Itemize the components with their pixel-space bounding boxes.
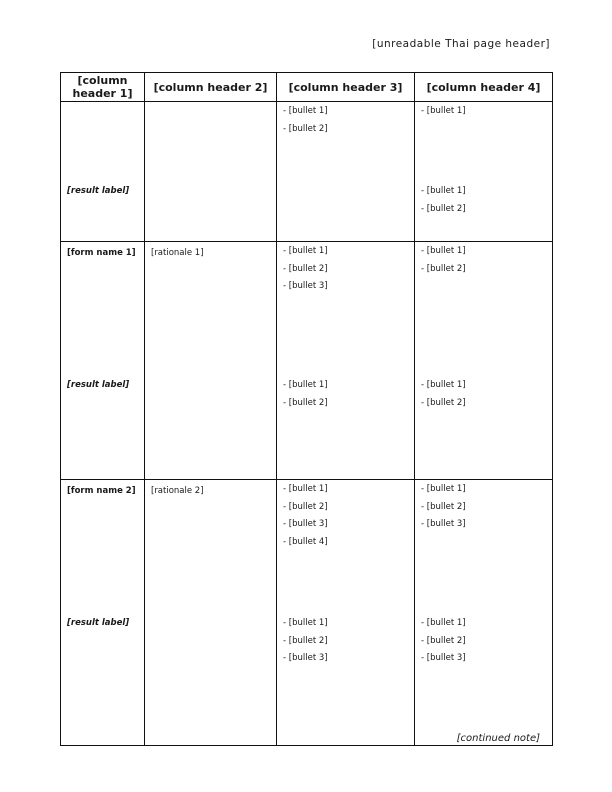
list-item: - [bullet 1] — [421, 378, 547, 394]
list-item: - [bullet 4] — [283, 535, 409, 551]
column-header-should-not-use: [column header 4] — [415, 73, 553, 102]
list-item: - [bullet 3] — [283, 279, 409, 295]
result-label: [result label] — [67, 618, 130, 628]
form-cell — [61, 102, 145, 242]
should-not-use-list — [421, 104, 547, 122]
rationale-text: [rationale 1] — [151, 248, 204, 258]
result-label: [result label] — [67, 186, 130, 196]
should-use-cell — [277, 480, 415, 746]
form-cell — [61, 480, 145, 746]
page-header: [unreadable Thai page header] — [372, 38, 550, 50]
list-item: - [bullet 1] — [283, 482, 409, 498]
should-not-use-cell — [415, 102, 553, 242]
should-use-result-list — [283, 378, 409, 413]
list-item: - [bullet 2] — [283, 634, 409, 650]
list-item: - [bullet 2] — [421, 202, 547, 218]
should-use-cell — [277, 102, 415, 242]
result-label: [result label] — [67, 380, 130, 390]
form-name: [form name 1] — [67, 248, 136, 258]
table-row — [61, 102, 553, 242]
rationale-cell — [145, 480, 277, 746]
column-header-form: [column header 1] — [61, 73, 145, 102]
column-header-should-use: [column header 3] — [277, 73, 415, 102]
table-row — [61, 242, 553, 480]
list-item: - [bullet 3] — [421, 651, 547, 667]
form-cell — [61, 242, 145, 480]
should-not-use-result-list — [421, 184, 547, 219]
list-item: - [bullet 2] — [421, 262, 547, 278]
form-name: [form name 2] — [67, 486, 136, 496]
list-item: - [bullet 1] — [283, 378, 409, 394]
continued-note: [continued note] — [456, 733, 540, 744]
list-item: - [bullet 3] — [283, 651, 409, 667]
rationale-cell — [145, 102, 277, 242]
column-header-rationale: [column header 2] — [145, 73, 277, 102]
list-item: - [bullet 1] — [421, 616, 547, 632]
should-use-result-list — [283, 616, 409, 669]
list-item: - [bullet 1] — [283, 244, 409, 260]
list-item: - [bullet 3] — [283, 517, 409, 533]
list-item: - [bullet 1] — [421, 482, 547, 498]
rationale-text: [rationale 2] — [151, 486, 204, 496]
list-item: - [bullet 2] — [421, 396, 547, 412]
should-not-use-result-list — [421, 616, 547, 669]
list-item: - [bullet 1] — [421, 104, 547, 120]
should-use-list — [283, 482, 409, 552]
list-item: - [bullet 2] — [421, 634, 547, 650]
list-item: - [bullet 1] — [421, 184, 547, 200]
list-item: - [bullet 2] — [283, 396, 409, 412]
should-use-list — [283, 244, 409, 297]
list-item: - [bullet 2] — [283, 500, 409, 516]
list-item: - [bullet 2] — [421, 500, 547, 516]
list-item: - [bullet 2] — [283, 262, 409, 278]
should-not-use-cell — [415, 242, 553, 480]
guideline-table — [60, 72, 553, 746]
list-item: - [bullet 1] — [283, 616, 409, 632]
table-row — [61, 480, 553, 746]
list-item: - [bullet 1] — [421, 244, 547, 260]
should-use-cell — [277, 242, 415, 480]
list-item: - [bullet 1] — [283, 104, 409, 120]
table-header-row — [61, 73, 553, 102]
should-not-use-list — [421, 244, 547, 279]
rationale-cell — [145, 242, 277, 480]
list-item: - [bullet 3] — [421, 517, 547, 533]
should-not-use-result-list — [421, 378, 547, 413]
list-item: - [bullet 2] — [283, 122, 409, 138]
should-use-list — [283, 104, 409, 139]
should-not-use-cell — [415, 480, 553, 746]
should-not-use-list — [421, 482, 547, 535]
